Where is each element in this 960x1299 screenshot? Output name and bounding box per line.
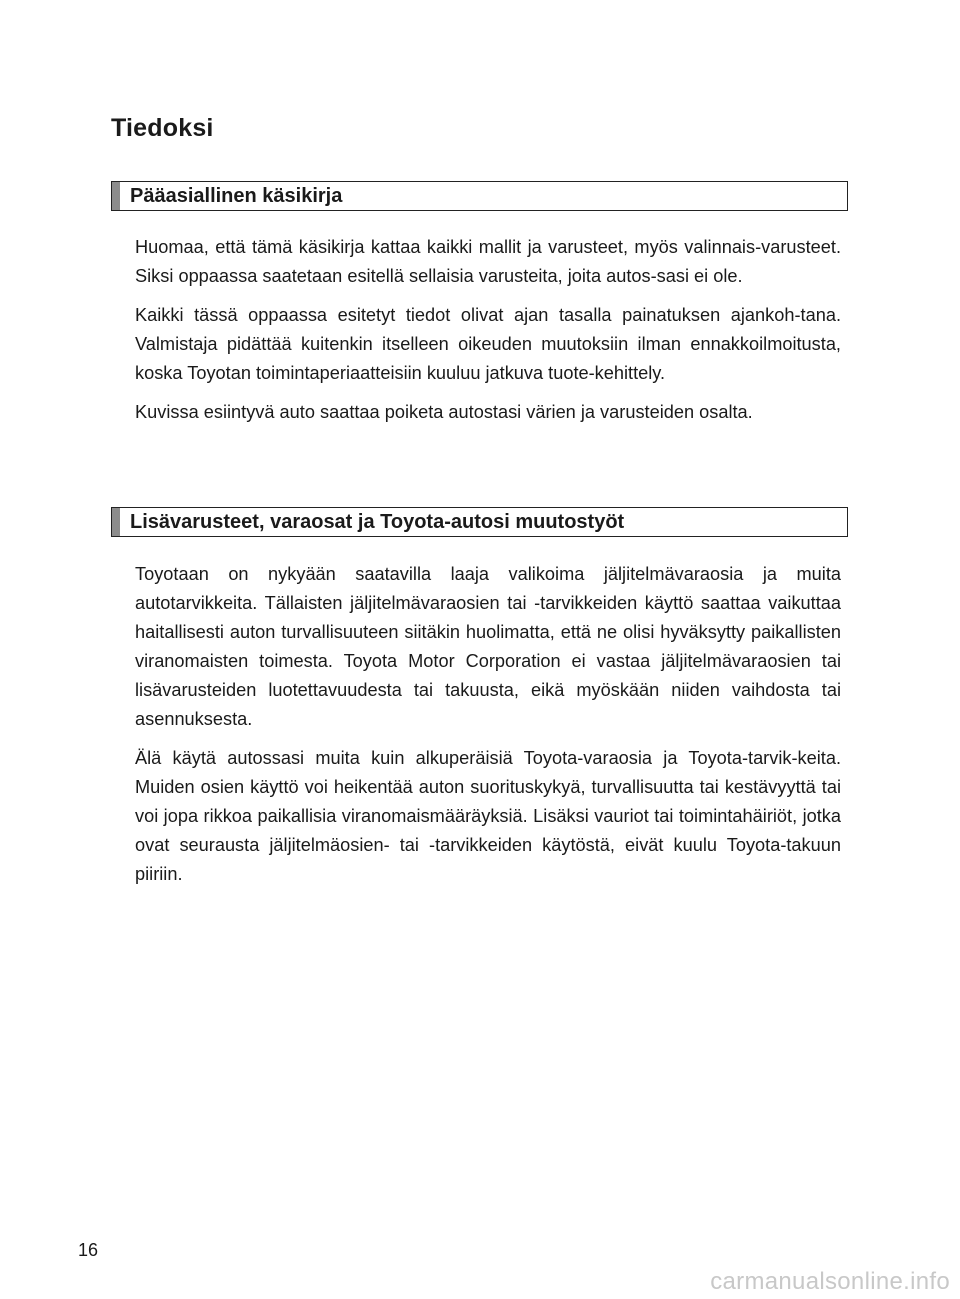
section-heading-accessories (111, 507, 848, 537)
section-heading-label: Lisävarusteet, varaosat ja Toyota-autosi muutostyöt (130, 510, 625, 533)
section-body-accessories (135, 560, 841, 899)
section-body-main-manual (135, 233, 841, 437)
paragraph: Kuvissa esiintyvä auto saattaa poiketa autostasi värien ja varusteiden osalta. (135, 402, 753, 422)
section-heading-bar (112, 508, 120, 536)
section-heading-label: Pääasiallinen käsikirja (130, 184, 343, 207)
paragraph: Toyotaan on nykyään saatavilla laaja valikoima jäljitelmävaraosia ja muita autotarvikkeita. Tällaisten jäljitelmävaraosien tai -tarvikkeiden käyttö saattaa vaikuttaa haitallisesti auton turvallisuuteen siitäkin huolimatta, että ne olisi hyväksytty paikallisten viranomaisten toimesta. Toyota Motor Corporation ei vastaa jäljitelmävaraosien tai lisävarusteiden luotettavuudesta tai takuusta, eikä myöskään niiden vaihdosta tai asennuksesta. (135, 564, 841, 729)
page-title: Tiedoksi (111, 114, 214, 142)
section-heading-main-manual (111, 181, 848, 211)
paragraph: Huomaa, että tämä käsikirja kattaa kaikki mallit ja varusteet, myös valinnais-varusteet. Siksi oppaassa saatetaan esitellä sellaisia varusteita, joita autos-sasi ei ole. (135, 237, 841, 286)
paragraph: Älä käytä autossasi muita kuin alkuperäisiä Toyota-varaosia ja Toyota-tarvik-keita. Muiden osien käyttö voi heikentää auton suorituskykyä, turvallisuutta tai kestävyyttä tai voi jopa rikkoa paikallisia viranomaismääräyksiä. Lisäksi vauriot tai toimintahäiriöt, jotka ovat seurausta jäljitelmäosien- tai -tarvikkeiden käytöstä, eivät kuulu Toyota-takuun piiriin. (135, 748, 841, 884)
page-number: 16 (78, 1240, 99, 1260)
paragraph: Kaikki tässä oppaassa esitetyt tiedot olivat ajan tasalla painatuksen ajankoh-tana. Valmistaja pidättää kuitenkin itselleen oikeuden muutoksiin ilman ennakkoilmoitusta, koska Toyotan toimintaperiaatteisiin kuuluu jatkuva tuote-kehittely. (135, 305, 841, 383)
section-heading-bar (112, 182, 120, 210)
watermark: carmanualsonline.info (710, 1268, 950, 1295)
